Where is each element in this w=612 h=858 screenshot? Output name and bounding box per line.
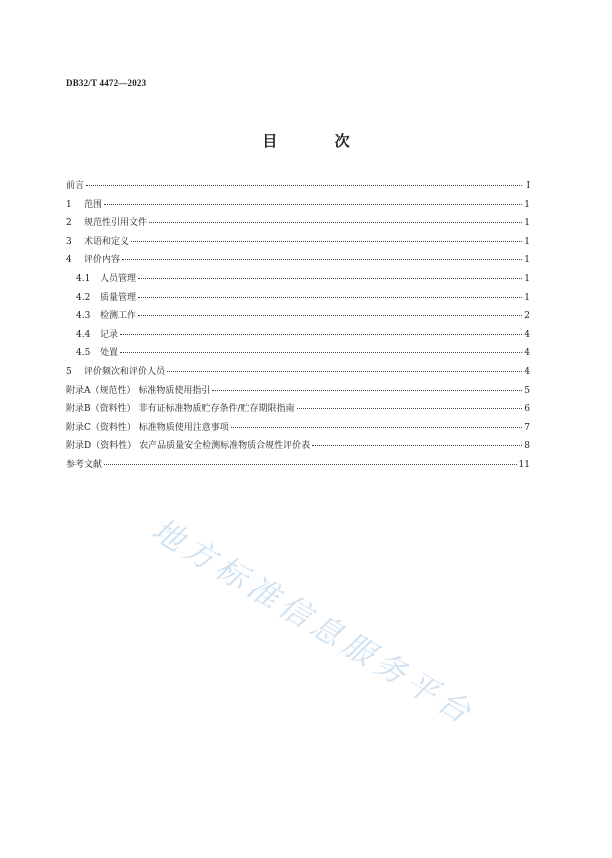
toc-entry-title: 评价频次和评价人员: [84, 366, 166, 377]
toc-entry[interactable]: [66, 364, 530, 383]
toc-entry-title: 术语和定义: [84, 236, 130, 247]
toc-dot-leader: [104, 204, 522, 205]
toc-entry-title: 处置: [100, 348, 119, 359]
toc-entry-number: 4.4: [76, 329, 91, 340]
toc-entry-title: 评价内容: [84, 255, 121, 266]
toc-dot-leader: [138, 278, 522, 279]
toc-dot-leader: [131, 241, 522, 242]
toc-dot-leader: [297, 408, 522, 409]
toc-dot-leader: [122, 259, 522, 260]
toc-entry[interactable]: [66, 308, 530, 327]
watermark: 地方标准信息服务平台: [145, 511, 482, 734]
toc-entry-page: I: [526, 181, 530, 191]
toc-entry[interactable]: [66, 271, 530, 290]
table-of-contents: [66, 178, 530, 476]
toc-entry-number: 4.3: [76, 311, 91, 322]
toc-dot-leader: [104, 464, 517, 465]
toc-entry-title: 前言: [66, 181, 85, 191]
toc-entry-page: 1: [524, 218, 530, 229]
toc-entry[interactable]: [66, 178, 530, 197]
toc-entry[interactable]: [66, 383, 530, 402]
toc-dot-leader: [312, 445, 522, 446]
toc-entry-page: 1: [524, 236, 530, 247]
toc-entry-page: 4: [524, 329, 530, 340]
toc-entry[interactable]: [66, 197, 530, 216]
toc-entry[interactable]: [66, 215, 530, 234]
toc-entry-title: 附录D（资料性） 农产品质量安全检测标准物质合规性评价表: [66, 441, 311, 452]
toc-entry-number: 4.2: [76, 292, 91, 303]
toc-entry-title: 质量管理: [100, 292, 137, 303]
toc-entry[interactable]: [66, 401, 530, 420]
toc-dot-leader: [149, 222, 522, 223]
toc-entry-page: 1: [524, 273, 530, 284]
toc-entry-title: 人员管理: [100, 273, 137, 284]
toc-entry-page: 1: [524, 255, 530, 266]
toc-entry-number: 4.5: [76, 348, 91, 359]
toc-entry-page: 5: [524, 385, 530, 396]
toc-entry-title: 记录: [100, 329, 119, 340]
toc-entry-title: 规范性引用文件: [84, 218, 148, 229]
toc-entry-page: 7: [524, 422, 530, 433]
toc-entry-page: 4: [524, 366, 530, 377]
toc-entry-number: 2: [66, 218, 72, 229]
toc-entry[interactable]: [66, 327, 530, 346]
toc-entry-page: 8: [524, 441, 530, 452]
toc-entry-number: 4: [66, 255, 72, 266]
toc-entry-title: 附录C（资料性） 标准物质使用注意事项: [66, 422, 229, 433]
toc-entry[interactable]: [66, 438, 530, 457]
toc-dot-leader: [120, 334, 522, 335]
toc-entry[interactable]: [66, 234, 530, 253]
toc-entry-page: 1: [524, 292, 530, 303]
document-code: DB32/T 4472—2023: [66, 78, 147, 88]
toc-entry-title: 附录A（规范性） 标准物质使用指引: [66, 385, 211, 396]
toc-entry[interactable]: [66, 290, 530, 309]
toc-entry[interactable]: [66, 252, 530, 271]
toc-entry-title: 附录B（资料性） 非有证标准物质贮存条件/贮存期限指南: [66, 404, 295, 415]
toc-dot-leader: [231, 427, 522, 428]
toc-entry-title: 检测工作: [100, 311, 137, 322]
toc-entry-title: 范围: [84, 199, 103, 210]
toc-dot-leader: [86, 185, 522, 186]
toc-dot-leader: [138, 315, 522, 316]
toc-dot-leader: [167, 371, 522, 372]
toc-dot-leader: [138, 297, 522, 298]
toc-entry-page: 4: [524, 348, 530, 359]
toc-dot-leader: [212, 390, 522, 391]
toc-entry-page: 1: [524, 199, 530, 210]
toc-entry-number: 3: [66, 236, 72, 247]
toc-entry[interactable]: [66, 420, 530, 439]
toc-entry-page: 11: [518, 459, 530, 470]
toc-entry-number: 5: [66, 366, 72, 377]
toc-entry-page: 6: [524, 404, 530, 415]
toc-title: 目 次: [262, 132, 376, 150]
toc-entry-number: 1: [66, 199, 72, 210]
toc-entry-title: 参考文献: [66, 459, 103, 470]
toc-entry[interactable]: [66, 457, 530, 476]
toc-dot-leader: [120, 352, 522, 353]
toc-entry-page: 2: [524, 311, 530, 322]
toc-entry[interactable]: [66, 345, 530, 364]
toc-entry-number: 4.1: [76, 273, 91, 284]
